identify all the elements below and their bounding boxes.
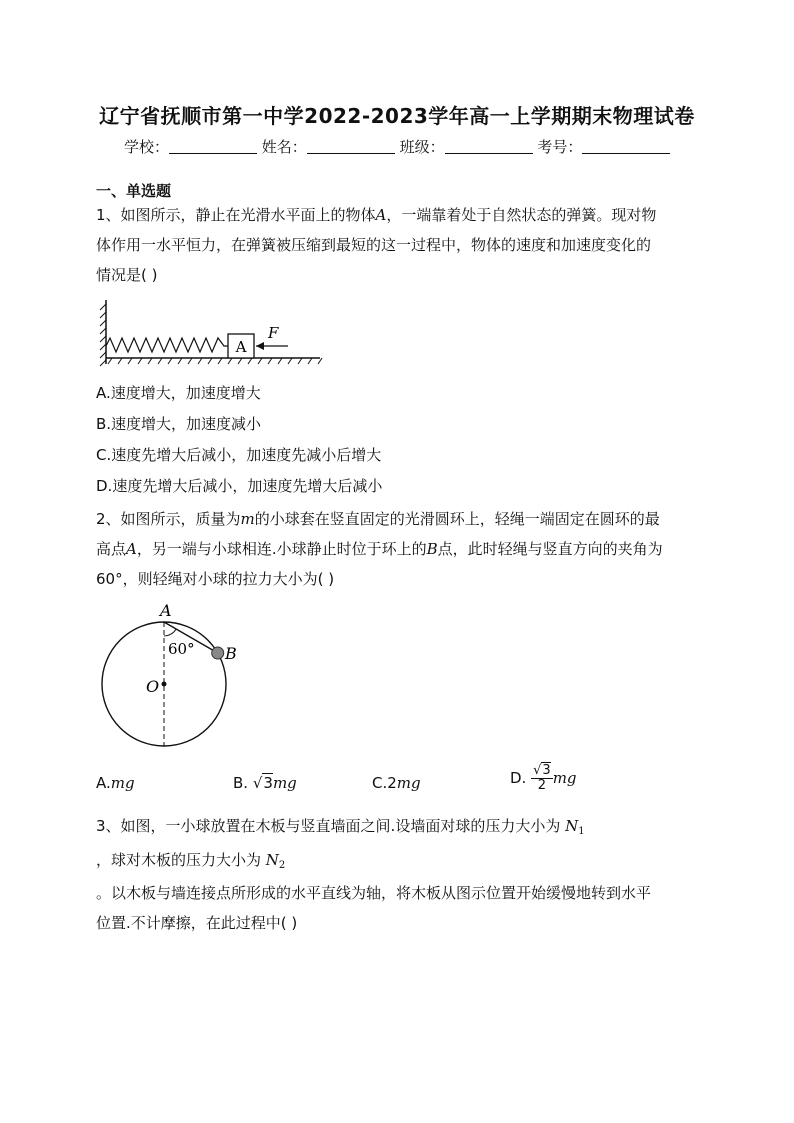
q1-line-2: 体作用一水平恒力，在弹簧被压缩到最短的这一过程中，物体的速度和加速度变化的 — [96, 236, 652, 254]
exam-title: 辽宁省抚顺市第一中学2022-2023学年高一上学期期末物理试卷 — [99, 104, 695, 128]
q2-line-3: 60°，则轻绳对小球的拉力大小为( ) — [96, 570, 335, 588]
q1-option-d[interactable]: D.速度先增大后减小，加速度先增大后减小 — [96, 477, 383, 495]
name-blank[interactable] — [307, 139, 395, 154]
force-label: F — [268, 324, 279, 342]
class-label: 班级： — [399, 138, 445, 156]
q1-line-1: 1、如图所示，静止在光滑水平面上的物体A，一端靠着处于自然状态的弹簧。现对物 — [96, 206, 657, 224]
sqrt-icon: √ — [252, 774, 263, 792]
q2-line-2: 高点A，另一端与小球相连.小球静止时位于环上的B点，此时轻绳与竖直方向的夹角为 — [96, 540, 663, 558]
name-label: 姓名： — [261, 138, 307, 156]
force-arrow-icon — [256, 342, 264, 350]
q2-ring-figure — [96, 598, 256, 758]
q3-line-1: 3、如图，一小球放置在木板与竖直墙面之间.设墙面对球的压力大小为 $N_1$ — [96, 817, 585, 837]
center-dot — [162, 682, 167, 687]
q2-option-b[interactable]: B. √3mg — [233, 774, 297, 792]
q1-option-b[interactable]: B.速度增大，加速度减小 — [96, 415, 262, 433]
angle-label: 60° — [168, 640, 195, 658]
point-a-label: A — [160, 601, 172, 620]
ball — [212, 647, 224, 659]
q1-option-a[interactable]: A.速度增大，加速度增大 — [96, 384, 261, 402]
class-blank[interactable] — [445, 139, 533, 154]
point-o-label: O — [146, 677, 160, 696]
point-b-label: B — [225, 644, 237, 663]
q1-spring-figure — [96, 300, 328, 372]
spring — [106, 338, 228, 352]
q2-option-c[interactable]: C.2mg — [372, 774, 421, 792]
q2-option-d[interactable]: D. $\frac{√3}{2}$ mg — [510, 763, 577, 793]
number-label: 考号： — [537, 138, 583, 156]
school-label: 学校： — [124, 138, 170, 156]
section-heading: 一、单选题 — [96, 182, 172, 200]
number-blank[interactable] — [582, 139, 670, 154]
q2-option-a[interactable]: A.mg — [96, 774, 135, 792]
q1-option-c[interactable]: C.速度先增大后减小，加速度先减小后增大 — [96, 446, 382, 464]
school-blank[interactable] — [169, 139, 257, 154]
angle-arc — [164, 629, 176, 636]
q1-line-3: 情况是( ) — [96, 266, 158, 284]
sqrt-icon: √ — [533, 763, 542, 778]
q2-line-1: 2、如图所示，质量为m的小球套在竖直固定的光滑圆环上，轻绳一端固定在圆环的最 — [96, 510, 660, 528]
q3-line-2: ，球对木板的压力大小为 $N_2$ — [96, 851, 286, 871]
fraction: $\frac{√3}{2}$ — [533, 763, 551, 793]
student-info-row — [124, 136, 670, 157]
block-label: A — [235, 338, 247, 356]
q3-line-4: 位置.不计摩擦，在此过程中( ) — [96, 914, 298, 932]
q3-line-3: 。以木板与墙连接点所形成的水平直线为轴，将木板从图示位置开始缓慢地转到水平 — [96, 884, 652, 902]
